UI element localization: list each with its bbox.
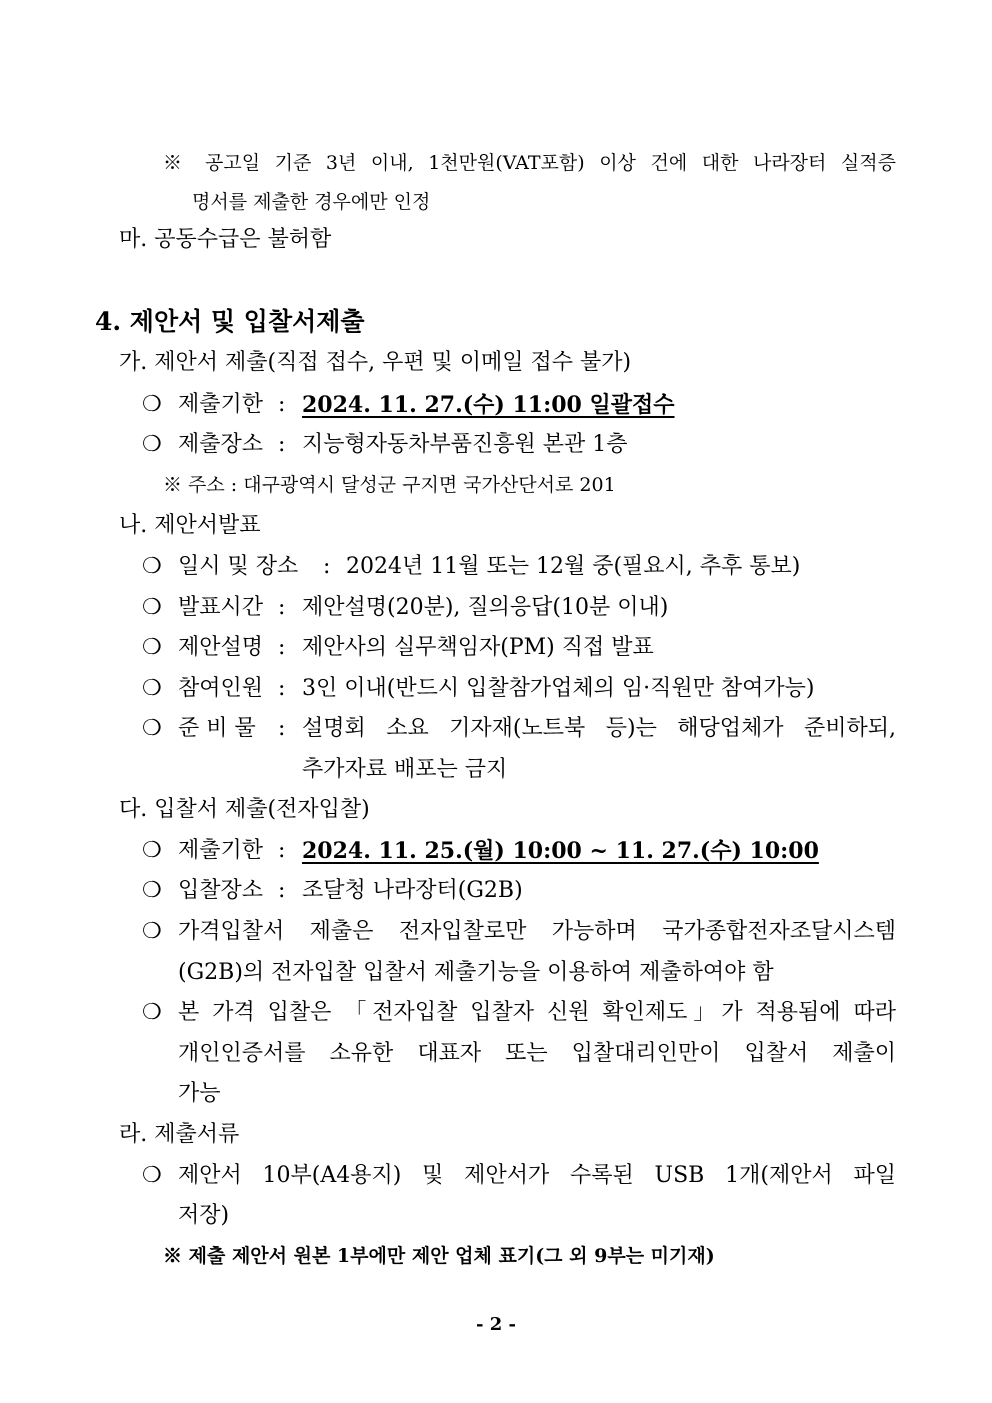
bullet-icon: ❍ bbox=[142, 1000, 162, 1025]
colon: : bbox=[278, 392, 286, 417]
ra-para-line1: 제안서 10부(A4용지) 및 제안서가 수록된 USB 1개(제안서 파일 bbox=[178, 1163, 896, 1188]
colon: : bbox=[278, 676, 286, 701]
da-label-deadline: 제출기한 bbox=[178, 838, 264, 863]
ra-heading: 라. 제출서류 bbox=[119, 1122, 240, 1147]
bullet-icon: ❍ bbox=[142, 635, 162, 660]
da-para1-line2: (G2B)의 전자입찰 입찰서 제출기능을 이용하여 제출하여야 함 bbox=[178, 960, 774, 985]
colon: : bbox=[278, 838, 286, 863]
note-line-2: 명서를 제출한 경우에만 인정 bbox=[192, 191, 431, 213]
colon: : bbox=[278, 716, 286, 741]
colon: : bbox=[323, 554, 331, 579]
bullet-icon: ❍ bbox=[142, 878, 162, 903]
bullet-icon: ❍ bbox=[142, 432, 162, 457]
na-value-time: 제안설명(20분), 질의응답(10분 이내) bbox=[302, 595, 669, 620]
colon: : bbox=[278, 635, 286, 660]
bullet-icon: ❍ bbox=[142, 392, 162, 417]
na-value-materials: 설명회 소요 기자재(노트북 등)는 해당업체가 준비하되, bbox=[302, 716, 896, 741]
bullet-icon: ❍ bbox=[142, 1163, 162, 1188]
na-label-datetime: 일시 및 장소 bbox=[178, 554, 299, 579]
ga-label-deadline: 제출기한 bbox=[178, 392, 264, 417]
na-label-materials: 준 비 물 bbox=[178, 716, 256, 741]
da-value-place: 조달청 나라장터(G2B) bbox=[302, 878, 523, 903]
ga-label-place: 제출장소 bbox=[178, 432, 264, 457]
na-label-explain: 제안설명 bbox=[178, 635, 264, 660]
da-label-place: 입찰장소 bbox=[178, 878, 264, 903]
da-para2-line2: 개인인증서를 소유한 대표자 또는 입찰대리인만이 입찰서 제출이 bbox=[178, 1041, 896, 1066]
colon: : bbox=[278, 432, 286, 457]
bullet-icon: ❍ bbox=[142, 838, 162, 863]
colon: : bbox=[278, 595, 286, 620]
bullet-icon: ❍ bbox=[142, 595, 162, 620]
na-label-time: 발표시간 bbox=[178, 595, 264, 620]
na-value-attendees: 3인 이내(반드시 입찰참가업체의 임·직원만 참여가능) bbox=[302, 676, 815, 701]
bullet-icon: ❍ bbox=[142, 676, 162, 701]
da-para2-line1: 본 가격 입찰은 「전자입찰 입찰자 신원 확인제도」가 적용됨에 따라 bbox=[178, 1000, 896, 1025]
colon: : bbox=[278, 878, 286, 903]
da-para2-line3: 가능 bbox=[178, 1081, 221, 1106]
da-para1-line1: 가격입찰서 제출은 전자입찰로만 가능하며 국가종합전자조달시스템 bbox=[178, 919, 896, 944]
na-value-explain: 제안사의 실무책임자(PM) 직접 발표 bbox=[302, 635, 654, 660]
bullet-icon: ❍ bbox=[142, 716, 162, 741]
da-value-deadline: 2024. 11. 25.(월) 10:00 ~ 11. 27.(수) 10:00 bbox=[302, 838, 819, 864]
page-number: - 2 - bbox=[476, 1314, 516, 1335]
na-label-attendees: 참여인원 bbox=[178, 676, 264, 701]
ga-heading: 가. 제안서 제출(직접 접수, 우편 및 이메일 접수 불가) bbox=[119, 350, 632, 375]
bullet-icon: ❍ bbox=[142, 919, 162, 944]
na-value-datetime: 2024년 11월 또는 12월 중(필요시, 추후 통보) bbox=[346, 554, 801, 579]
bullet-icon: ❍ bbox=[142, 554, 162, 579]
na-heading: 나. 제안서발표 bbox=[119, 513, 261, 538]
ra-para-line2: 저장) bbox=[178, 1203, 230, 1228]
ra-note: ※ 제출 제안서 원본 1부에만 제안 업체 표기(그 외 9부는 미기재) bbox=[163, 1245, 715, 1267]
ga-address-note: ※ 주소 : 대구광역시 달성군 구지면 국가산단서로 201 bbox=[163, 474, 616, 496]
da-heading: 다. 입찰서 제출(전자입찰) bbox=[119, 797, 370, 822]
section-4-title: 4. 제안서 및 입찰서제출 bbox=[95, 307, 365, 336]
na-value-materials-2: 추가자료 배포는 금지 bbox=[302, 757, 508, 782]
note-line-1: ※ 공고일 기준 3년 이내, 1천만원(VAT포함) 이상 건에 대한 나라장터 실적증 bbox=[163, 152, 896, 174]
item-ma: 마. 공동수급은 불허함 bbox=[119, 227, 332, 252]
ga-value-deadline: 2024. 11. 27.(수) 11:00 일괄접수 bbox=[302, 392, 675, 418]
ga-value-place: 지능형자동차부품진흥원 본관 1층 bbox=[302, 432, 628, 457]
